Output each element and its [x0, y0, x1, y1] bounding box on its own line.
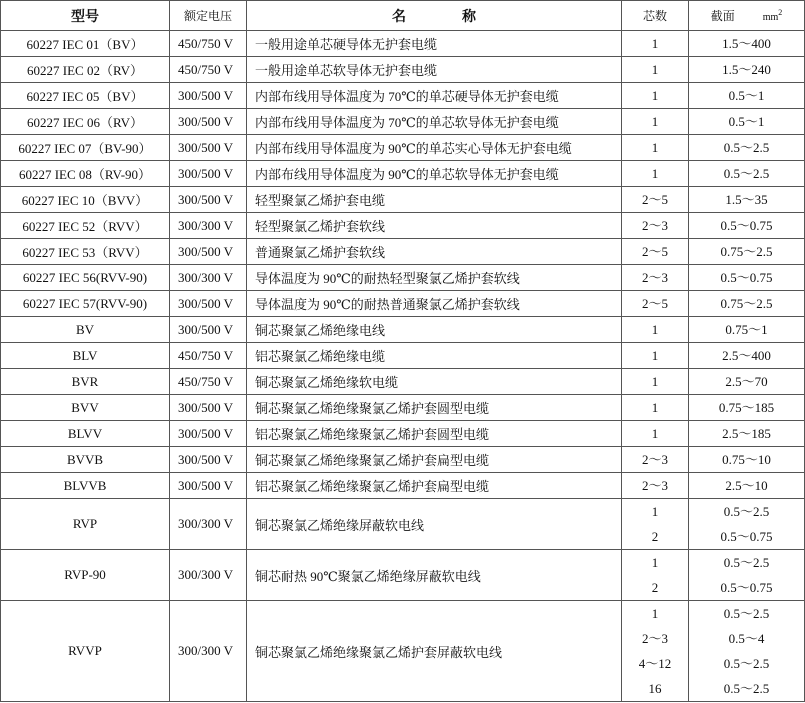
- model-cell: RVP: [1, 499, 170, 550]
- name-cell: 内部布线用导体温度为 70℃的单芯软导体无护套电缆: [247, 109, 622, 135]
- model-cell: 60227 IEC 07（BV-90）: [1, 135, 170, 161]
- model-cell: BVVB: [1, 447, 170, 473]
- name-cell: 轻型聚氯乙烯护套软线: [247, 213, 622, 239]
- header-section: [689, 1, 805, 31]
- name-cell: 铝芯聚氯乙烯绝缘聚氯乙烯护套圆型电缆: [247, 421, 622, 447]
- voltage-cell: 300/300 V: [170, 265, 247, 291]
- name-cell: 铝芯聚氯乙烯绝缘聚氯乙烯护套扁型电缆: [247, 473, 622, 499]
- section-cell: [689, 57, 805, 83]
- section-cell: [689, 239, 805, 265]
- cores-value: 1: [651, 140, 659, 155]
- name-cell: 铝芯聚氯乙烯绝缘电缆: [247, 343, 622, 369]
- cores-value: 2～3: [641, 452, 668, 467]
- voltage-cell: 300/500 V: [170, 239, 247, 265]
- name-cell: 铜芯聚氯乙烯绝缘软电缆: [247, 369, 622, 395]
- header-section-unit: mm: [762, 12, 779, 23]
- section-cell: [689, 447, 805, 473]
- cores-cell: [622, 601, 689, 702]
- section-value: 0.5～2.5: [723, 504, 770, 519]
- table-row: [1, 601, 805, 702]
- name-cell: 轻型聚氯乙烯护套电缆: [247, 187, 622, 213]
- voltage-cell: 300/500 V: [170, 395, 247, 421]
- section-value: 1.5～240: [722, 62, 771, 77]
- header-row: [1, 1, 805, 31]
- voltage-cell: 300/500 V: [170, 187, 247, 213]
- cores-value: 2: [651, 580, 659, 595]
- table-row: [1, 265, 805, 291]
- header-voltage: 额定电压: [170, 1, 247, 31]
- section-cell: [689, 135, 805, 161]
- model-cell: BVR: [1, 369, 170, 395]
- cores-value: 1: [651, 555, 659, 570]
- table-row: [1, 499, 805, 550]
- name-cell: 内部布线用导体温度为 90℃的单芯实心导体无护套电缆: [247, 135, 622, 161]
- table-row: [1, 395, 805, 421]
- cores-cell: [622, 161, 689, 187]
- cores-value: 1: [651, 400, 659, 415]
- cores-cell: [622, 135, 689, 161]
- cores-cell: [622, 473, 689, 499]
- table-row: [1, 317, 805, 343]
- section-cell: [689, 395, 805, 421]
- section-cell: [689, 317, 805, 343]
- cores-value: 1: [651, 322, 659, 337]
- section-cell: [689, 343, 805, 369]
- header-model: 型号: [1, 1, 170, 31]
- section-value: 2.5～10: [725, 478, 768, 493]
- cores-value: 2～3: [641, 631, 668, 646]
- section-cell: [689, 265, 805, 291]
- model-cell: 60227 IEC 08（RV-90）: [1, 161, 170, 187]
- table-row: [1, 161, 805, 187]
- table-row: [1, 83, 805, 109]
- cores-cell: [622, 265, 689, 291]
- section-cell: [689, 421, 805, 447]
- model-cell: BVV: [1, 395, 170, 421]
- model-cell: RVP-90: [1, 550, 170, 601]
- cores-value: 1: [651, 166, 659, 181]
- section-value: 2.5～185: [722, 426, 771, 441]
- voltage-cell: 300/500 V: [170, 135, 247, 161]
- voltage-cell: 450/750 V: [170, 57, 247, 83]
- name-cell: 内部布线用导体温度为 70℃的单芯硬导体无护套电缆: [247, 83, 622, 109]
- voltage-cell: 450/750 V: [170, 343, 247, 369]
- table-row: [1, 187, 805, 213]
- cores-value: 1: [651, 114, 659, 129]
- section-cell: [689, 473, 805, 499]
- name-cell: 铜芯聚氯乙烯绝缘聚氯乙烯护套扁型电缆: [247, 447, 622, 473]
- cores-cell: [622, 369, 689, 395]
- section-value: 0.5～0.75: [720, 218, 773, 233]
- voltage-cell: 300/300 V: [170, 601, 247, 702]
- cores-value: 1: [651, 504, 659, 519]
- section-value: 0.5～2.5: [723, 656, 770, 671]
- section-value: 0.75～2.5: [720, 296, 773, 311]
- section-cell: [689, 369, 805, 395]
- voltage-cell: 300/500 V: [170, 421, 247, 447]
- header-name-part2: 称: [462, 9, 476, 25]
- section-cell: [689, 31, 805, 57]
- section-cell: [689, 291, 805, 317]
- section-value: 0.5～2.5: [723, 681, 770, 696]
- cores-value: 1: [651, 426, 659, 441]
- header-name-part1: 名: [392, 9, 406, 25]
- section-value: 0.75～2.5: [720, 244, 773, 259]
- name-cell: 导体温度为 90℃的耐热轻型聚氯乙烯护套软线: [247, 265, 622, 291]
- cores-cell: [622, 109, 689, 135]
- cores-cell: [622, 447, 689, 473]
- cores-cell: [622, 187, 689, 213]
- model-cell: BLV: [1, 343, 170, 369]
- table-row: [1, 31, 805, 57]
- section-value: 0.5～1: [728, 88, 765, 103]
- section-cell: [689, 499, 805, 550]
- table-row: [1, 343, 805, 369]
- cores-value: 1: [651, 88, 659, 103]
- header-section-label: 截面: [710, 9, 735, 23]
- section-value: 0.75～185: [718, 400, 775, 415]
- section-value: 0.5～0.75: [720, 580, 773, 595]
- model-cell: 60227 IEC 02（RV）: [1, 57, 170, 83]
- cores-value: 2～5: [641, 244, 668, 259]
- voltage-cell: 300/500 V: [170, 161, 247, 187]
- voltage-cell: 300/500 V: [170, 473, 247, 499]
- section-value: 0.5～2.5: [723, 140, 770, 155]
- table-row: [1, 550, 805, 601]
- section-value: 1.5～35: [725, 192, 768, 207]
- name-cell: 铜芯聚氯乙烯绝缘电线: [247, 317, 622, 343]
- voltage-cell: 300/300 V: [170, 499, 247, 550]
- name-cell: 铜芯聚氯乙烯绝缘屏蔽软电线: [247, 499, 622, 550]
- cores-value: 16: [648, 681, 662, 696]
- header-cores: 芯数: [622, 1, 689, 31]
- section-value: 1.5～400: [722, 36, 771, 51]
- section-cell: [689, 213, 805, 239]
- section-value: 0.5～1: [728, 114, 765, 129]
- model-cell: 60227 IEC 52（RVV）: [1, 213, 170, 239]
- table-row: [1, 473, 805, 499]
- section-value: 0.75～1: [725, 322, 768, 337]
- cores-value: 1: [651, 36, 659, 51]
- table-row: [1, 239, 805, 265]
- section-value: 0.5～2.5: [723, 166, 770, 181]
- model-cell: 60227 IEC 05（BV）: [1, 83, 170, 109]
- name-cell: 一般用途单芯软导体无护套电缆: [247, 57, 622, 83]
- table-row: [1, 109, 805, 135]
- voltage-cell: 300/500 V: [170, 83, 247, 109]
- cores-cell: [622, 343, 689, 369]
- cores-value: 2: [651, 529, 659, 544]
- cores-cell: [622, 421, 689, 447]
- cores-cell: [622, 550, 689, 601]
- cores-cell: [622, 83, 689, 109]
- cores-value: 4～12: [638, 656, 672, 671]
- section-cell: [689, 601, 805, 702]
- cores-value: 1: [651, 348, 659, 363]
- cores-value: 1: [651, 606, 659, 621]
- table-row: [1, 447, 805, 473]
- cores-cell: [622, 499, 689, 550]
- section-value: 0.5～2.5: [723, 555, 770, 570]
- voltage-cell: 300/500 V: [170, 109, 247, 135]
- section-value: 0.75～10: [722, 452, 771, 467]
- cores-cell: [622, 31, 689, 57]
- model-cell: BLVV: [1, 421, 170, 447]
- section-cell: [689, 83, 805, 109]
- cores-cell: [622, 317, 689, 343]
- section-value: 2.5～70: [725, 374, 768, 389]
- cores-value: 2～3: [641, 478, 668, 493]
- cores-cell: [622, 213, 689, 239]
- section-value: 0.5～2.5: [723, 606, 770, 621]
- section-cell: [689, 187, 805, 213]
- table-row: [1, 421, 805, 447]
- model-cell: 60227 IEC 10（BVV）: [1, 187, 170, 213]
- model-cell: RVVP: [1, 601, 170, 702]
- voltage-cell: 300/500 V: [170, 447, 247, 473]
- name-cell: 铜芯耐热 90℃聚氯乙烯绝缘屏蔽软电线: [247, 550, 622, 601]
- section-cell: [689, 161, 805, 187]
- cores-cell: [622, 57, 689, 83]
- section-cell: [689, 550, 805, 601]
- model-cell: 60227 IEC 57(RVV-90): [1, 291, 170, 317]
- cores-value: 1: [651, 62, 659, 77]
- table-row: [1, 291, 805, 317]
- voltage-cell: 450/750 V: [170, 369, 247, 395]
- cores-value: 1: [651, 374, 659, 389]
- section-value: 0.5～0.75: [720, 270, 773, 285]
- table-row: [1, 135, 805, 161]
- name-cell: 内部布线用导体温度为 90℃的单芯软导体无护套电缆: [247, 161, 622, 187]
- header-name: [247, 1, 622, 31]
- name-cell: 一般用途单芯硬导体无护套电缆: [247, 31, 622, 57]
- name-cell: 普通聚氯乙烯护套软线: [247, 239, 622, 265]
- section-cell: [689, 109, 805, 135]
- model-cell: 60227 IEC 56(RVV-90): [1, 265, 170, 291]
- table-row: [1, 213, 805, 239]
- voltage-cell: 300/500 V: [170, 291, 247, 317]
- model-cell: 60227 IEC 53（RVV）: [1, 239, 170, 265]
- cores-value: 2～3: [641, 218, 668, 233]
- model-cell: 60227 IEC 01（BV）: [1, 31, 170, 57]
- table-row: [1, 369, 805, 395]
- section-value: 2.5～400: [722, 348, 771, 363]
- name-cell: 铜芯聚氯乙烯绝缘聚氯乙烯护套屏蔽软电线: [247, 601, 622, 702]
- name-cell: 铜芯聚氯乙烯绝缘聚氯乙烯护套圆型电缆: [247, 395, 622, 421]
- voltage-cell: 450/750 V: [170, 31, 247, 57]
- model-cell: BV: [1, 317, 170, 343]
- cores-cell: [622, 239, 689, 265]
- cores-value: 2～3: [641, 270, 668, 285]
- cores-value: 2～5: [641, 192, 668, 207]
- table-row: [1, 57, 805, 83]
- header-section-unit-sup: 2: [778, 8, 783, 17]
- model-cell: 60227 IEC 06（RV）: [1, 109, 170, 135]
- cores-value: 2～5: [641, 296, 668, 311]
- model-cell: BLVVB: [1, 473, 170, 499]
- cores-cell: [622, 395, 689, 421]
- voltage-cell: 300/300 V: [170, 550, 247, 601]
- cores-cell: [622, 291, 689, 317]
- voltage-cell: 300/300 V: [170, 213, 247, 239]
- section-value: 0.5～0.75: [720, 529, 773, 544]
- section-value: 0.5～4: [728, 631, 765, 646]
- voltage-cell: 300/500 V: [170, 317, 247, 343]
- table-body: [1, 31, 805, 702]
- name-cell: 导体温度为 90℃的耐热普通聚氯乙烯护套软线: [247, 291, 622, 317]
